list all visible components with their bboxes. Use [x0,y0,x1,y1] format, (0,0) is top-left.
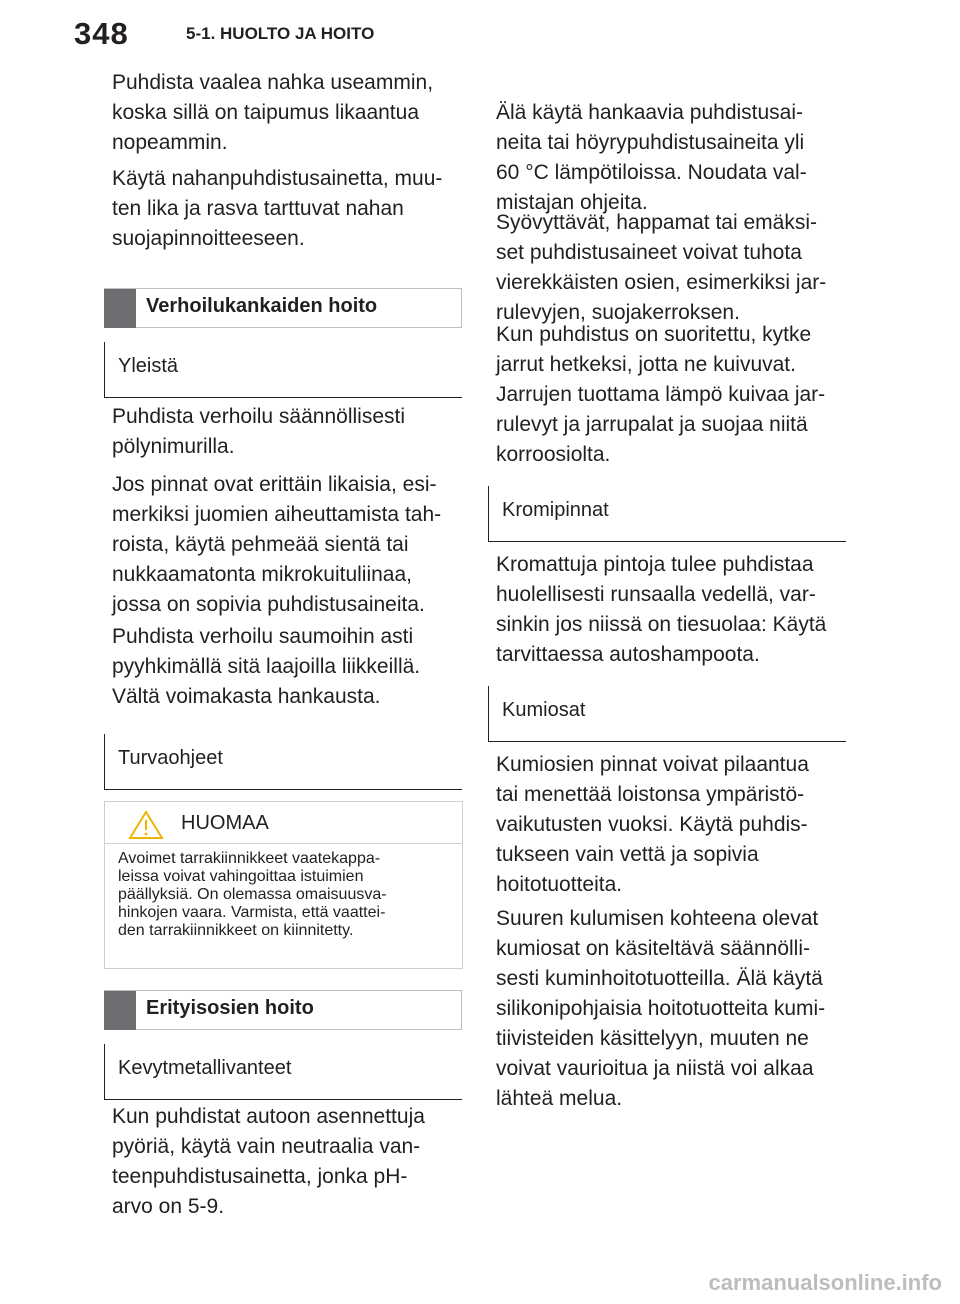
paragraph: Puhdista verhoilu saumoihin asti pyyhkimällä sitä laajoilla liikkeillä. Vältä voimakasta hankausta. [112,625,421,708]
paragraph: Jos pinnat ovat erittäin likaisia, esi- merkiksi juomien aiheuttamista tah- roista, käytä pehmeää sientä tai nukkaamatonta mikrokuituliinaa, jossa on sopivia puhdistusaineita. [112,473,442,616]
subheading-text: Kromipinnat [502,499,609,521]
subheading-yleista [104,342,462,398]
watermark: carmanualsonline.info [708,1270,942,1295]
paragraph: Suuren kulumisen kohteena olevat kumiosat on käsiteltävä säännölli- sesti kuminhoitotuotteilla. Älä käytä silikonipohjaisia hoitotuotteita kumi- tiivisteiden käsittelyyn, muuten ne voivat vaurioitua ja niistä voi alkaa lähteä melua. [496,907,826,1110]
paragraph: Käytä nahanpuhdistusainetta, muu- ten lika ja rasva tarttuvat nahan suojapinnoitteeseen. [112,167,443,250]
paragraph: Kun puhdistus on suoritettu, kytke jarrut hetkeksi, jotta ne kuivuvat. Jarrujen tuottama lämpö kuivaa jar- rulevyt ja jarrupalat ja suojaa niitä korroosiolta. [496,323,826,466]
paragraph: Kumiosien pinnat voivat pilaantua tai menettää loistonsa ympäristö- vaikutusten vuoksi. Käytä puhdis- tukseen vain vettä ja sopivia hoitotuotteita. [496,753,809,896]
subheading-text: Turvaohjeet [118,747,223,769]
paragraph: Puhdista vaalea nahka useammin, koska sillä on taipumus likaantua nopeammin. [112,71,434,154]
subheading-text: Yleistä [118,355,179,377]
subheading-text: Kevytmetallivanteet [118,1057,292,1079]
notice-title: HUOMAA [181,812,269,834]
paragraph: Kun puhdistat autoon asennettuja pyöriä, käytä vain neutraalia van- teenpuhdistusainetta, jonka pH- arvo on 5-9. [112,1105,425,1218]
page-number: 348 [74,16,129,51]
section-heading-text: Erityisosien hoito [146,997,314,1019]
subheading-kromipinnat [488,486,846,542]
warning-icon [128,810,164,840]
paragraph: Kromattuja pintoja tulee puhdistaa huolellisesti runsaalla vedellä, var- sinkin jos niissä on tiesuolaa: Käytä tarvittaessa autoshampoota. [496,553,827,666]
section-heading-erityisosat [104,990,462,1030]
subheading-turvaohjeet [104,734,462,790]
paragraph: Puhdista verhoilu säännöllisesti pölynimurilla. [112,405,406,458]
chapter-title: 5-1. HUOLTO JA HOITO [186,24,375,43]
page-header [0,0,960,70]
subheading-kumiosat [488,686,846,742]
subheading-kevytmetallivanteet [104,1044,462,1100]
section-heading-verhoilu [104,288,462,328]
paragraph: Syövyttävät, happamat tai emäksi- set puhdistusaineet voivat tuhota vierekkäisten osien, esimerkiksi jar- rulevyjen, suojakerroksen. [496,211,827,324]
notice-box [104,801,463,969]
section-heading-text: Verhoilukankaiden hoito [146,295,378,317]
subheading-text: Kumiosat [502,699,586,721]
section-bar [104,991,136,1030]
paragraph: Älä käytä hankaavia puhdistusai- neita tai höyrypuhdistusaineita yli 60 °C lämpötiloissa. Noudata val- mistajan ohjeita. [496,101,807,214]
notice-body: Avoimet tarrakiinnikkeet vaatekappa- leissa voivat vahingoittaa istuimien päällyksiä. On olemassa omaisuusva- hinkojen vaara. Varmista, että vaattei- den tarrakiinnikkeet on kiinnitetty. [118,850,387,939]
section-bar [104,289,136,328]
